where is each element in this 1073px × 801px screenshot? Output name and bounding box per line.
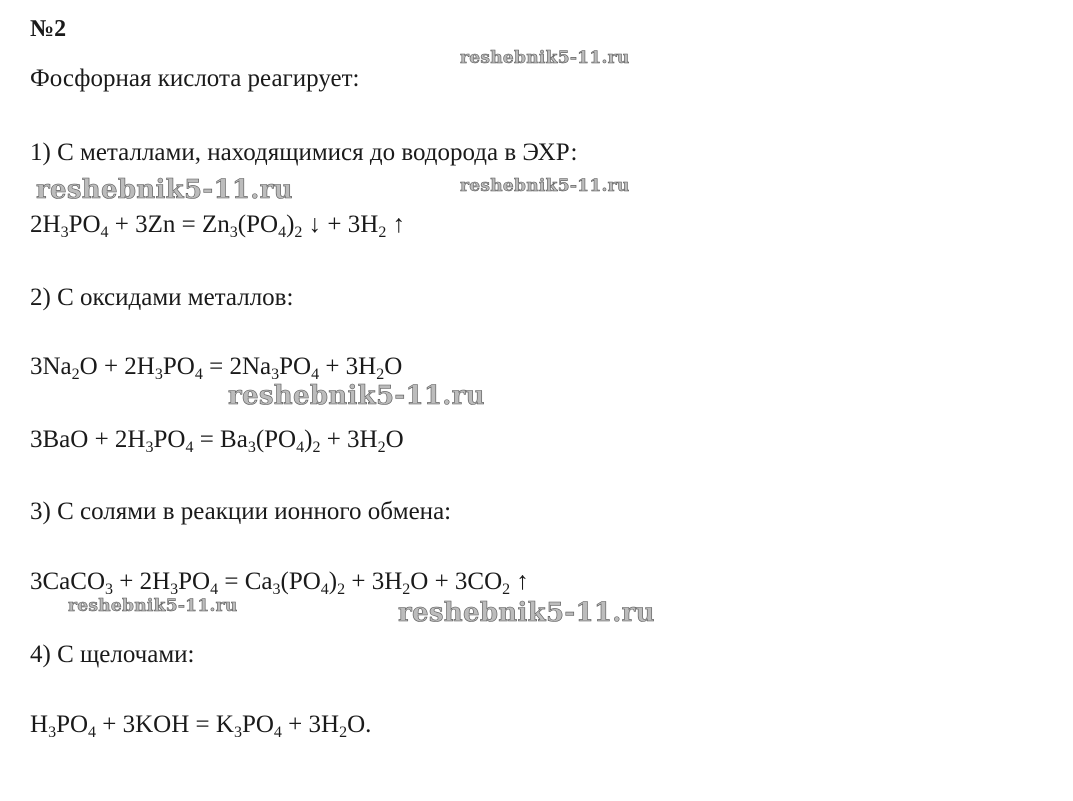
formula-text: PO [162, 353, 195, 380]
subscript: 3 [272, 581, 281, 598]
formula-text: 2H [30, 211, 61, 238]
problem-number: №2 [30, 16, 67, 42]
formula-text: ↓ + 3H [302, 211, 379, 238]
subscript: 3 [271, 366, 280, 383]
subscript: 3 [170, 581, 179, 598]
subscript: 4 [273, 724, 282, 741]
watermark: reshebnik5-11.ru [228, 381, 485, 411]
formula-text: ↑ [510, 568, 529, 595]
formula-text: PO [241, 711, 274, 738]
equation-bao [30, 425, 404, 455]
formula-text: 3Na [30, 353, 72, 380]
formula-text: + 3H [319, 353, 377, 380]
equation-na2o [30, 352, 402, 382]
subscript: 3 [145, 439, 154, 456]
subscript: 4 [194, 366, 203, 383]
subscript: 2 [312, 439, 321, 456]
formula-text: PO [178, 568, 211, 595]
subscript: 3 [60, 224, 69, 241]
formula-text: PO [153, 426, 186, 453]
subscript: 4 [311, 366, 320, 383]
formula-text: ) [304, 426, 313, 453]
subscript: 3 [247, 439, 256, 456]
watermark: reshebnik5-11.ru [36, 175, 293, 205]
subscript: 3 [229, 224, 238, 241]
subscript: 2 [502, 581, 511, 598]
watermark: reshebnik5-11.ru [68, 596, 238, 616]
formula-text: H [30, 711, 49, 738]
section-2-heading: 2) С оксидами металлов: [30, 284, 294, 311]
section-3-heading: 3) С солями в реакции ионного обмена: [30, 498, 452, 525]
formula-text: ) [328, 568, 338, 595]
formula-text: + 3KOH = K [96, 711, 234, 738]
watermark: reshebnik5-11.ru [460, 48, 630, 68]
formula-text: = Ca [218, 568, 273, 595]
formula-text: (PO [237, 211, 279, 238]
formula-text: + 3H [345, 568, 403, 595]
subscript: 2 [71, 366, 80, 383]
subscript: 4 [278, 224, 287, 241]
subscript: 3 [233, 724, 242, 741]
formula-text: 3BaO + 2H [30, 426, 146, 453]
formula-text: O [385, 426, 404, 453]
subscript: 4 [88, 724, 97, 741]
subscript: 4 [100, 224, 109, 241]
subscript: 3 [105, 581, 113, 598]
subscript: 2 [378, 224, 387, 241]
equation-caco3 [30, 567, 529, 597]
formula-text: = 2Na [202, 353, 272, 380]
formula-text: O + 2H [79, 353, 155, 380]
equation-koh [30, 710, 371, 740]
formula-text: (PO [255, 426, 297, 453]
subscript: 4 [320, 581, 329, 598]
subscript: 2 [376, 366, 385, 383]
section-4-heading: 4) С щелочами: [30, 641, 195, 668]
watermark: reshebnik5-11.ru [460, 176, 630, 196]
subscript: 2 [402, 581, 411, 598]
equation-zn [30, 210, 405, 240]
watermark: reshebnik5-11.ru [398, 598, 655, 628]
formula-text: O. [347, 711, 372, 738]
subscript: 3 [48, 724, 57, 741]
formula-text: = Ba [193, 426, 248, 453]
subscript: 4 [296, 439, 305, 456]
formula-text: 3CaCO [30, 568, 105, 595]
subscript: 4 [185, 439, 194, 456]
subscript: 2 [337, 581, 346, 598]
subscript: 2 [339, 724, 348, 741]
subscript: 2 [377, 439, 386, 456]
formula-text: ) [286, 211, 295, 238]
formula-text: PO [56, 711, 89, 738]
formula-text: + 3H [320, 426, 378, 453]
formula-text: PO [279, 353, 312, 380]
subscript: 2 [294, 224, 303, 241]
formula-text: + 3Zn = Zn [108, 211, 230, 238]
formula-text: O + 3CO [410, 568, 503, 595]
formula-text: + 3H [281, 711, 340, 738]
formula-text: O [384, 353, 403, 380]
section-1-heading: 1) С металлами, находящимися до водорода в ЭХР: [30, 139, 578, 166]
intro-text: Фосфорная кислота реагирует: [30, 65, 360, 92]
formula-text: + 2H [113, 568, 171, 595]
formula-text: PO [68, 211, 101, 238]
subscript: 4 [210, 581, 219, 598]
subscript: 3 [154, 366, 163, 383]
formula-text: (PO [280, 568, 321, 595]
formula-text: ↑ [386, 211, 406, 238]
